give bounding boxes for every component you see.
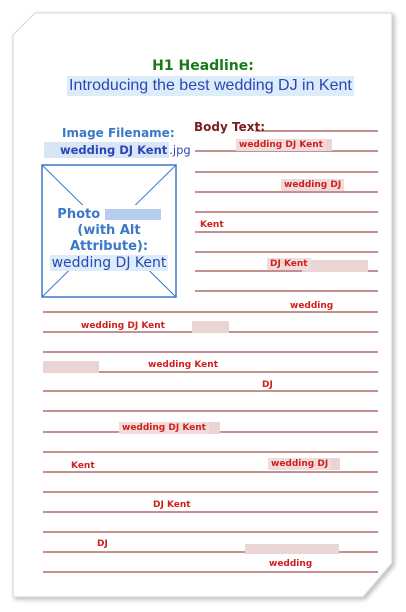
body-text-label: Body Text: (194, 120, 265, 134)
photo-label: Photo (57, 207, 101, 222)
h1-text: Introducing the best wedding DJ in Kent (69, 77, 352, 94)
image-filename (44, 143, 191, 157)
body-keyword: DJ Kent (267, 258, 311, 270)
body-keyword: wedding Kent (148, 360, 219, 370)
h1-label: H1 Headline: (152, 58, 254, 74)
body-keyword: Kent (200, 220, 224, 230)
body-keyword: wedding DJ Kent (236, 139, 326, 151)
blurred-text (302, 260, 368, 272)
body-keyword: wedding DJ (281, 179, 344, 191)
image-filename-ext: .jpg (169, 143, 191, 157)
image-filename-keyword: wedding DJ Kent (44, 142, 169, 158)
image-filename-label: Image Filename: (62, 126, 175, 140)
blurred-text (245, 544, 339, 554)
body-keyword: wedding DJ (268, 458, 331, 470)
body-keyword: wedding (290, 301, 334, 311)
alt-label: (with Alt Attribute): (69, 223, 149, 254)
blurred-text (192, 321, 229, 333)
body-keyword: wedding (269, 559, 313, 569)
blurred-text (105, 209, 161, 220)
body-keyword: wedding DJ Kent (119, 422, 209, 434)
body-keyword: wedding DJ Kent (81, 321, 165, 331)
body-keyword: DJ (97, 539, 108, 549)
body-keyword: DJ Kent (153, 500, 191, 510)
photo-alt-text (42, 207, 176, 272)
document-page (13, 13, 392, 597)
blurred-text (43, 361, 99, 373)
alt-keyword: wedding DJ Kent (51, 255, 167, 271)
body-keyword: Kent (71, 461, 95, 471)
body-keyword: DJ (262, 380, 273, 390)
